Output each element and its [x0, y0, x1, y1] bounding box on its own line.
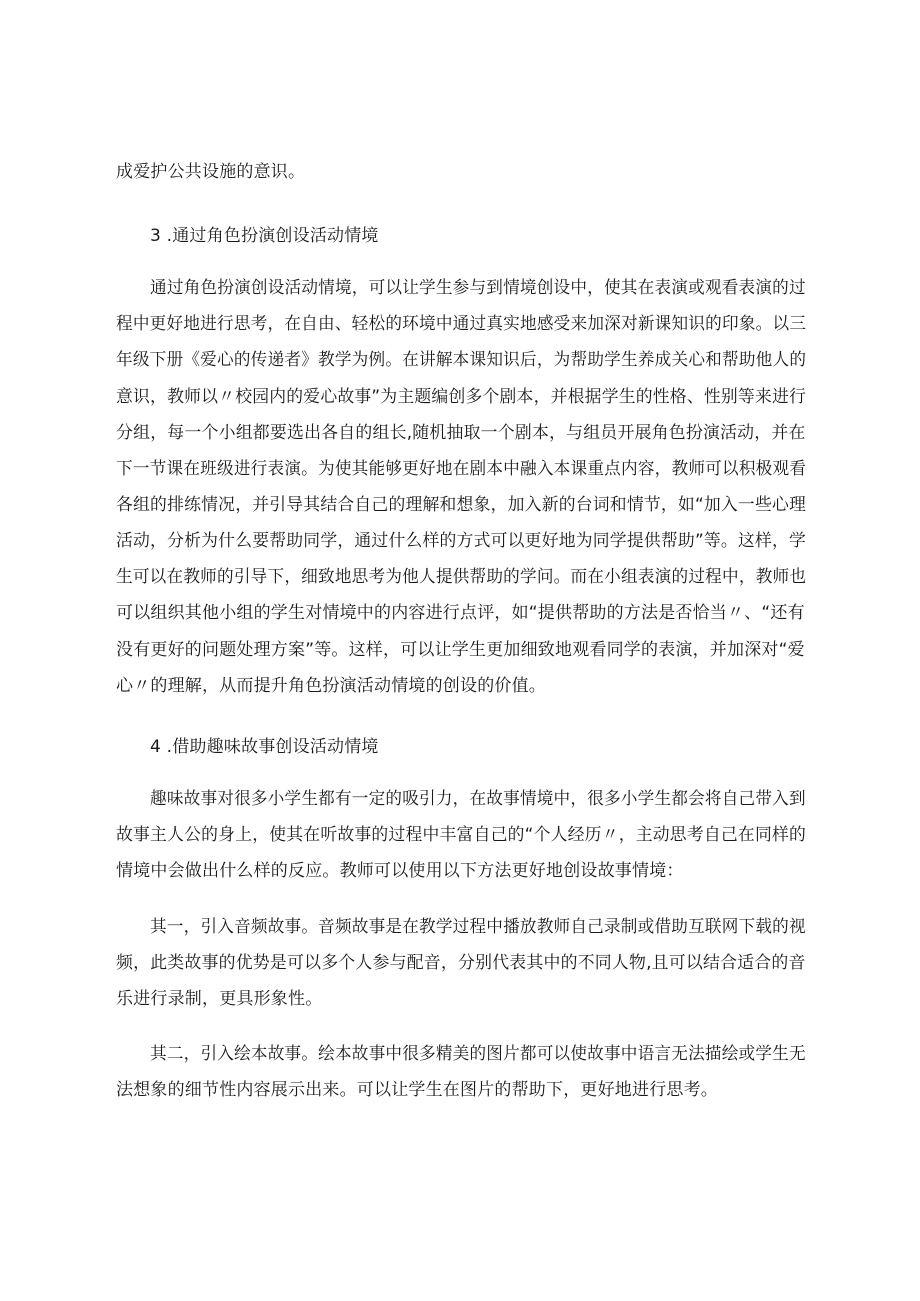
paragraph-line: 活动，分析为什么要帮助同学，通过什么样的方式可以更好地为同学提供帮助”等。这样，学 [116, 531, 807, 551]
paragraph-line: 没有更好的问题处理方案”等。这样，可以让学生更加细致地观看同学的表演，并加深对“爱 [116, 640, 805, 660]
paragraph-line: 法想象的细节性内容展示出来。可以让学生在图片的帮助下，更好地进行思考。 [116, 1080, 718, 1100]
paragraph-line: 频，此类故事的优势是可以多个人参与配音，分别代表其中的不同人物,且可以结合适合的音 [116, 953, 806, 973]
paragraph-line: 下一节课在班级进行表演。为使其能够更好地在剧本中融入本课重点内容，教师可以积极观看 [116, 459, 807, 479]
paragraph-line: 乐进行录制，更具形象性。 [116, 989, 323, 1009]
section-heading-4: 4 .借助趣味故事创设活动情境 [150, 737, 379, 757]
paragraph-line: 程中更好地进行思考，在自由、轻松的环境中通过真实地感受来加深对新课知识的印象。以三 [116, 314, 807, 334]
paragraph-line: 可以组织其他小组的学生对情境中的内容进行点评，如“提供帮助的方法是否恰当〃、“还有 [116, 603, 805, 623]
continuation-line: 成爱护公共设施的意识。 [116, 162, 306, 182]
paragraph-line: 分组，每一个小组都要选出各自的组长,随机抽取一个剧本，与组员开展角色扮演活动，并在 [116, 423, 806, 443]
paragraph-line: 各组的排练情况，并引导其结合自己的理解和想象，加入新的台词和情节，如“加入一些心理 [116, 495, 807, 515]
paragraph-line: 其二，引入绘本故事。绘本故事中很多精美的图片都可以使故事中语言无法描绘或学生无 [150, 1044, 806, 1064]
paragraph-line: 趣味故事对很多小学生都有一定的吸引力，在故事情境中，很多小学生都会将自己带入到 [150, 789, 806, 809]
paragraph-line: 其一，引入音频故事。音频故事是在教学过程中播放教师自己录制或借助互联网下载的视 [150, 917, 806, 937]
paragraph-line: 意识，教师以〃校园内的爱心故事”为主题编创多个剧本，并根据学生的性格、性别等来进行 [116, 387, 807, 407]
paragraph-line: 生可以在教师的引导下，细致地思考为他人提供帮助的学问。而在小组表演的过程中，教师也 [116, 567, 807, 587]
section-heading-3: 3 .通过角色扮演创设活动情境 [150, 226, 379, 246]
paragraph-line: 情境中会做出什么样的反应。教师可以使用以下方法更好地创设故事情境： [116, 861, 684, 881]
paragraph-line: 通过角色扮演创设活动情境，可以让学生参与到情境创设中，使其在表演或观看表演的过 [150, 278, 806, 298]
paragraph-line: 年级下册《爱心的传递者》教学为例。在讲解本课知识后，为帮助学生养成关心和帮助他人的 [116, 350, 807, 370]
paragraph-line: 故事主人公的身上，使其在听故事的过程中丰富自己的“个人经历〃，主动思考自己在同样的 [116, 825, 807, 845]
paragraph-line: 心〃的理解，从而提升角色扮演活动情境的创设的价值。 [116, 676, 546, 696]
